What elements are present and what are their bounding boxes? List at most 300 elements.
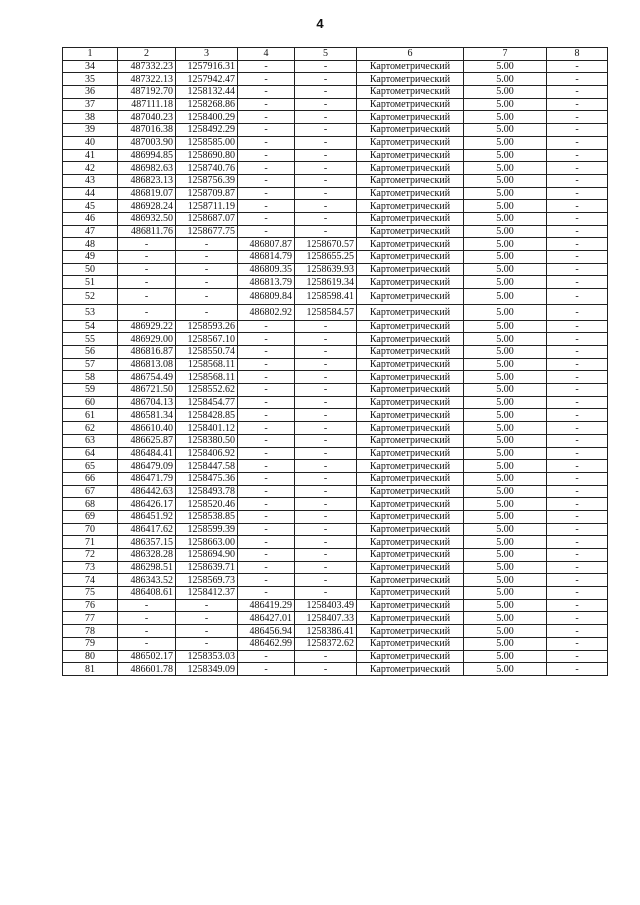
y-coordinate-cell: 1258709.87 xyxy=(176,187,238,200)
table-row xyxy=(63,162,608,175)
note-cell: - xyxy=(547,650,608,663)
y-coordinate-cell: 1258639.71 xyxy=(176,561,238,574)
y-coordinate-cell: 1258412.37 xyxy=(176,587,238,600)
table-row xyxy=(63,409,608,422)
accuracy-cell: 5.00 xyxy=(464,200,547,213)
y-coordinate-cell: 1258349.09 xyxy=(176,663,238,676)
new-y-coordinate-cell: - xyxy=(295,384,357,397)
table-row xyxy=(63,587,608,600)
new-x-coordinate-cell: - xyxy=(238,174,295,187)
accuracy-cell: 5.00 xyxy=(464,650,547,663)
table-row xyxy=(63,447,608,460)
accuracy-cell: 5.00 xyxy=(464,111,547,124)
point-number-cell: 75 xyxy=(63,587,118,600)
new-x-coordinate-cell: - xyxy=(238,498,295,511)
note-cell: - xyxy=(547,98,608,111)
new-y-coordinate-cell: 1258386.41 xyxy=(295,625,357,638)
table-row xyxy=(63,304,608,320)
method-cell: Картометрический xyxy=(357,625,464,638)
table-row xyxy=(63,523,608,536)
y-coordinate-cell: 1258550.74 xyxy=(176,346,238,359)
y-coordinate-cell: 1258756.39 xyxy=(176,174,238,187)
new-x-coordinate-cell: - xyxy=(238,136,295,149)
accuracy-cell: 5.00 xyxy=(464,574,547,587)
point-number-cell: 60 xyxy=(63,396,118,409)
method-cell: Картометрический xyxy=(357,333,464,346)
table-row xyxy=(63,549,608,562)
new-x-coordinate-cell: 486809.84 xyxy=(238,289,295,305)
x-coordinate-cell: 486982.63 xyxy=(118,162,176,175)
method-cell: Картометрический xyxy=(357,238,464,251)
note-cell: - xyxy=(547,574,608,587)
method-cell: Картометрический xyxy=(357,396,464,409)
table-row xyxy=(63,472,608,485)
new-y-coordinate-cell: - xyxy=(295,111,357,124)
note-cell: - xyxy=(547,304,608,320)
accuracy-cell: 5.00 xyxy=(464,384,547,397)
point-number-cell: 72 xyxy=(63,549,118,562)
point-number-cell: 61 xyxy=(63,409,118,422)
method-cell: Картометрический xyxy=(357,574,464,587)
new-x-coordinate-cell: - xyxy=(238,536,295,549)
note-cell: - xyxy=(547,523,608,536)
x-coordinate-cell: 486721.50 xyxy=(118,384,176,397)
point-number-cell: 51 xyxy=(63,276,118,289)
x-coordinate-cell: 487003.90 xyxy=(118,136,176,149)
y-coordinate-cell: 1258567.10 xyxy=(176,333,238,346)
note-cell: - xyxy=(547,251,608,264)
new-y-coordinate-cell: - xyxy=(295,136,357,149)
new-y-coordinate-cell: - xyxy=(295,536,357,549)
new-y-coordinate-cell: 1258619.34 xyxy=(295,276,357,289)
new-x-coordinate-cell: - xyxy=(238,472,295,485)
note-cell: - xyxy=(547,263,608,276)
method-cell: Картометрический xyxy=(357,136,464,149)
table-row xyxy=(63,536,608,549)
point-number-cell: 66 xyxy=(63,472,118,485)
accuracy-cell: 5.00 xyxy=(464,124,547,137)
accuracy-cell: 5.00 xyxy=(464,561,547,574)
x-coordinate-cell: 486704.13 xyxy=(118,396,176,409)
note-cell: - xyxy=(547,333,608,346)
x-coordinate-cell: 486417.62 xyxy=(118,523,176,536)
y-coordinate-cell: 1258677.75 xyxy=(176,225,238,238)
new-x-coordinate-cell: - xyxy=(238,320,295,333)
new-y-coordinate-cell: 1258670.57 xyxy=(295,238,357,251)
note-cell: - xyxy=(547,212,608,225)
x-coordinate-cell: - xyxy=(118,599,176,612)
accuracy-cell: 5.00 xyxy=(464,174,547,187)
x-coordinate-cell: 486357.15 xyxy=(118,536,176,549)
point-number-cell: 53 xyxy=(63,304,118,320)
accuracy-cell: 5.00 xyxy=(464,98,547,111)
accuracy-cell: 5.00 xyxy=(464,396,547,409)
method-cell: Картометрический xyxy=(357,263,464,276)
point-number-cell: 49 xyxy=(63,251,118,264)
point-number-cell: 55 xyxy=(63,333,118,346)
new-y-coordinate-cell: - xyxy=(295,422,357,435)
point-number-cell: 45 xyxy=(63,200,118,213)
point-number-cell: 70 xyxy=(63,523,118,536)
note-cell: - xyxy=(547,225,608,238)
accuracy-cell: 5.00 xyxy=(464,599,547,612)
point-number-cell: 74 xyxy=(63,574,118,587)
method-cell: Картометрический xyxy=(357,409,464,422)
note-cell: - xyxy=(547,396,608,409)
column-header-1: 1 xyxy=(63,48,118,61)
table-row xyxy=(63,650,608,663)
accuracy-cell: 5.00 xyxy=(464,409,547,422)
note-cell: - xyxy=(547,149,608,162)
column-header-8: 8 xyxy=(547,48,608,61)
x-coordinate-cell: 486929.00 xyxy=(118,333,176,346)
new-x-coordinate-cell: - xyxy=(238,333,295,346)
accuracy-cell: 5.00 xyxy=(464,187,547,200)
note-cell: - xyxy=(547,472,608,485)
x-coordinate-cell: 487111.18 xyxy=(118,98,176,111)
new-x-coordinate-cell: - xyxy=(238,111,295,124)
method-cell: Картометрический xyxy=(357,304,464,320)
accuracy-cell: 5.00 xyxy=(464,612,547,625)
new-x-coordinate-cell: 486807.87 xyxy=(238,238,295,251)
table-row xyxy=(63,460,608,473)
new-y-coordinate-cell: - xyxy=(295,561,357,574)
point-number-cell: 79 xyxy=(63,637,118,650)
point-number-cell: 41 xyxy=(63,149,118,162)
new-x-coordinate-cell: 486427.01 xyxy=(238,612,295,625)
x-coordinate-cell: - xyxy=(118,637,176,650)
new-y-coordinate-cell: 1258407.33 xyxy=(295,612,357,625)
x-coordinate-cell: 486823.13 xyxy=(118,174,176,187)
point-number-cell: 52 xyxy=(63,289,118,305)
accuracy-cell: 5.00 xyxy=(464,422,547,435)
column-header-2: 2 xyxy=(118,48,176,61)
x-coordinate-cell: - xyxy=(118,625,176,638)
coordinates-table xyxy=(62,47,608,676)
note-cell: - xyxy=(547,162,608,175)
new-x-coordinate-cell: - xyxy=(238,98,295,111)
table-row xyxy=(63,73,608,86)
column-header-6: 6 xyxy=(357,48,464,61)
accuracy-cell: 5.00 xyxy=(464,304,547,320)
x-coordinate-cell: 486343.52 xyxy=(118,574,176,587)
method-cell: Картометрический xyxy=(357,510,464,523)
accuracy-cell: 5.00 xyxy=(464,149,547,162)
new-y-coordinate-cell: - xyxy=(295,663,357,676)
note-cell: - xyxy=(547,60,608,73)
method-cell: Картометрический xyxy=(357,561,464,574)
new-y-coordinate-cell: - xyxy=(295,510,357,523)
accuracy-cell: 5.00 xyxy=(464,86,547,99)
point-number-cell: 50 xyxy=(63,263,118,276)
note-cell: - xyxy=(547,358,608,371)
accuracy-cell: 5.00 xyxy=(464,371,547,384)
y-coordinate-cell: 1258493.78 xyxy=(176,485,238,498)
y-coordinate-cell: 1258454.77 xyxy=(176,396,238,409)
note-cell: - xyxy=(547,612,608,625)
y-coordinate-cell: - xyxy=(176,263,238,276)
method-cell: Картометрический xyxy=(357,422,464,435)
column-header-5: 5 xyxy=(295,48,357,61)
y-coordinate-cell: 1258593.26 xyxy=(176,320,238,333)
method-cell: Картометрический xyxy=(357,523,464,536)
new-x-coordinate-cell: - xyxy=(238,396,295,409)
note-cell: - xyxy=(547,485,608,498)
y-coordinate-cell: 1257942.47 xyxy=(176,73,238,86)
new-x-coordinate-cell: 486809.35 xyxy=(238,263,295,276)
accuracy-cell: 5.00 xyxy=(464,625,547,638)
point-number-cell: 40 xyxy=(63,136,118,149)
accuracy-cell: 5.00 xyxy=(464,73,547,86)
table-row xyxy=(63,98,608,111)
x-coordinate-cell: 486298.51 xyxy=(118,561,176,574)
new-y-coordinate-cell: 1258598.41 xyxy=(295,289,357,305)
note-cell: - xyxy=(547,124,608,137)
table-row xyxy=(63,124,608,137)
table-row xyxy=(63,212,608,225)
x-coordinate-cell: 486479.09 xyxy=(118,460,176,473)
x-coordinate-cell: - xyxy=(118,612,176,625)
accuracy-cell: 5.00 xyxy=(464,263,547,276)
table-row xyxy=(63,263,608,276)
new-y-coordinate-cell: - xyxy=(295,86,357,99)
new-y-coordinate-cell: - xyxy=(295,587,357,600)
x-coordinate-cell: 486471.79 xyxy=(118,472,176,485)
y-coordinate-cell: 1258711.19 xyxy=(176,200,238,213)
new-x-coordinate-cell: - xyxy=(238,200,295,213)
new-y-coordinate-cell: - xyxy=(295,320,357,333)
new-x-coordinate-cell: - xyxy=(238,650,295,663)
y-coordinate-cell: 1258353.03 xyxy=(176,650,238,663)
new-y-coordinate-cell: - xyxy=(295,409,357,422)
table-row xyxy=(63,396,608,409)
table-row xyxy=(63,371,608,384)
new-y-coordinate-cell: - xyxy=(295,149,357,162)
method-cell: Картометрический xyxy=(357,460,464,473)
new-y-coordinate-cell: - xyxy=(295,60,357,73)
point-number-cell: 42 xyxy=(63,162,118,175)
table-row xyxy=(63,599,608,612)
point-number-cell: 68 xyxy=(63,498,118,511)
x-coordinate-cell: - xyxy=(118,251,176,264)
accuracy-cell: 5.00 xyxy=(464,346,547,359)
x-coordinate-cell: 487332.23 xyxy=(118,60,176,73)
new-x-coordinate-cell: - xyxy=(238,574,295,587)
table-row xyxy=(63,663,608,676)
point-number-cell: 73 xyxy=(63,561,118,574)
method-cell: Картометрический xyxy=(357,276,464,289)
new-x-coordinate-cell: - xyxy=(238,60,295,73)
accuracy-cell: 5.00 xyxy=(464,447,547,460)
y-coordinate-cell: 1258687.07 xyxy=(176,212,238,225)
new-x-coordinate-cell: - xyxy=(238,460,295,473)
point-number-cell: 62 xyxy=(63,422,118,435)
accuracy-cell: 5.00 xyxy=(464,510,547,523)
new-y-coordinate-cell: - xyxy=(295,485,357,498)
y-coordinate-cell: 1258132.44 xyxy=(176,86,238,99)
new-y-coordinate-cell: - xyxy=(295,212,357,225)
method-cell: Картометрический xyxy=(357,200,464,213)
y-coordinate-cell: 1258740.76 xyxy=(176,162,238,175)
table-row xyxy=(63,225,608,238)
y-coordinate-cell: 1258568.11 xyxy=(176,371,238,384)
y-coordinate-cell: 1258690.80 xyxy=(176,149,238,162)
accuracy-cell: 5.00 xyxy=(464,225,547,238)
table-row xyxy=(63,384,608,397)
new-x-coordinate-cell: - xyxy=(238,409,295,422)
note-cell: - xyxy=(547,587,608,600)
x-coordinate-cell: 486426.17 xyxy=(118,498,176,511)
accuracy-cell: 5.00 xyxy=(464,320,547,333)
method-cell: Картометрический xyxy=(357,346,464,359)
note-cell: - xyxy=(547,625,608,638)
new-x-coordinate-cell: 486419.29 xyxy=(238,599,295,612)
accuracy-cell: 5.00 xyxy=(464,60,547,73)
y-coordinate-cell: 1258447.58 xyxy=(176,460,238,473)
y-coordinate-cell: - xyxy=(176,599,238,612)
table-row xyxy=(63,149,608,162)
method-cell: Картометрический xyxy=(357,111,464,124)
x-coordinate-cell: 486610.40 xyxy=(118,422,176,435)
y-coordinate-cell: 1258268.86 xyxy=(176,98,238,111)
column-header-3: 3 xyxy=(176,48,238,61)
y-coordinate-cell: - xyxy=(176,612,238,625)
table-row xyxy=(63,60,608,73)
new-x-coordinate-cell: - xyxy=(238,587,295,600)
new-x-coordinate-cell: - xyxy=(238,434,295,447)
point-number-cell: 80 xyxy=(63,650,118,663)
method-cell: Картометрический xyxy=(357,86,464,99)
point-number-cell: 46 xyxy=(63,212,118,225)
point-number-cell: 34 xyxy=(63,60,118,73)
note-cell: - xyxy=(547,460,608,473)
point-number-cell: 54 xyxy=(63,320,118,333)
y-coordinate-cell: 1258599.39 xyxy=(176,523,238,536)
method-cell: Картометрический xyxy=(357,320,464,333)
x-coordinate-cell: 486819.07 xyxy=(118,187,176,200)
new-y-coordinate-cell: 1258639.93 xyxy=(295,263,357,276)
point-number-cell: 77 xyxy=(63,612,118,625)
new-x-coordinate-cell: 486456.94 xyxy=(238,625,295,638)
method-cell: Картометрический xyxy=(357,536,464,549)
new-x-coordinate-cell: - xyxy=(238,212,295,225)
table-row xyxy=(63,289,608,305)
point-number-cell: 58 xyxy=(63,371,118,384)
new-x-coordinate-cell: 486802.92 xyxy=(238,304,295,320)
note-cell: - xyxy=(547,346,608,359)
point-number-cell: 39 xyxy=(63,124,118,137)
new-y-coordinate-cell: - xyxy=(295,346,357,359)
x-coordinate-cell: 486581.34 xyxy=(118,409,176,422)
x-coordinate-cell: - xyxy=(118,289,176,305)
new-y-coordinate-cell: - xyxy=(295,358,357,371)
table-row xyxy=(63,187,608,200)
table-row xyxy=(63,625,608,638)
note-cell: - xyxy=(547,561,608,574)
table-row xyxy=(63,637,608,650)
new-x-coordinate-cell: - xyxy=(238,225,295,238)
table-row xyxy=(63,485,608,498)
y-coordinate-cell: 1258428.85 xyxy=(176,409,238,422)
method-cell: Картометрический xyxy=(357,447,464,460)
note-cell: - xyxy=(547,599,608,612)
note-cell: - xyxy=(547,174,608,187)
y-coordinate-cell: - xyxy=(176,289,238,305)
point-number-cell: 64 xyxy=(63,447,118,460)
new-x-coordinate-cell: 486813.79 xyxy=(238,276,295,289)
new-y-coordinate-cell: - xyxy=(295,472,357,485)
x-coordinate-cell: - xyxy=(118,238,176,251)
new-y-coordinate-cell: - xyxy=(295,124,357,137)
y-coordinate-cell: 1258569.73 xyxy=(176,574,238,587)
method-cell: Картометрический xyxy=(357,384,464,397)
y-coordinate-cell: 1258475.36 xyxy=(176,472,238,485)
method-cell: Картометрический xyxy=(357,371,464,384)
table-row xyxy=(63,251,608,264)
table-row xyxy=(63,346,608,359)
y-coordinate-cell: 1258663.00 xyxy=(176,536,238,549)
method-cell: Картометрический xyxy=(357,358,464,371)
x-coordinate-cell: 486484.41 xyxy=(118,447,176,460)
point-number-cell: 44 xyxy=(63,187,118,200)
new-y-coordinate-cell: 1258372.62 xyxy=(295,637,357,650)
y-coordinate-cell: 1258585.00 xyxy=(176,136,238,149)
accuracy-cell: 5.00 xyxy=(464,536,547,549)
note-cell: - xyxy=(547,663,608,676)
new-x-coordinate-cell: 486814.79 xyxy=(238,251,295,264)
new-y-coordinate-cell: - xyxy=(295,73,357,86)
accuracy-cell: 5.00 xyxy=(464,485,547,498)
x-coordinate-cell: 486442.63 xyxy=(118,485,176,498)
note-cell: - xyxy=(547,447,608,460)
y-coordinate-cell: 1258538.85 xyxy=(176,510,238,523)
x-coordinate-cell: 487192.70 xyxy=(118,86,176,99)
y-coordinate-cell: 1258380.50 xyxy=(176,434,238,447)
new-y-coordinate-cell: - xyxy=(295,187,357,200)
method-cell: Картометрический xyxy=(357,124,464,137)
method-cell: Картометрический xyxy=(357,225,464,238)
method-cell: Картометрический xyxy=(357,162,464,175)
table-row xyxy=(63,561,608,574)
point-number-cell: 81 xyxy=(63,663,118,676)
x-coordinate-cell: - xyxy=(118,276,176,289)
page-number: 4 xyxy=(316,16,324,31)
point-number-cell: 38 xyxy=(63,111,118,124)
point-number-cell: 43 xyxy=(63,174,118,187)
x-coordinate-cell: 486816.87 xyxy=(118,346,176,359)
new-x-coordinate-cell: - xyxy=(238,510,295,523)
x-coordinate-cell: 486928.24 xyxy=(118,200,176,213)
note-cell: - xyxy=(547,289,608,305)
y-coordinate-cell: - xyxy=(176,637,238,650)
point-number-cell: 71 xyxy=(63,536,118,549)
point-number-cell: 76 xyxy=(63,599,118,612)
note-cell: - xyxy=(547,320,608,333)
table-row xyxy=(63,574,608,587)
new-x-coordinate-cell: - xyxy=(238,523,295,536)
point-number-cell: 56 xyxy=(63,346,118,359)
x-coordinate-cell: 486328.28 xyxy=(118,549,176,562)
x-coordinate-cell: 486502.17 xyxy=(118,650,176,663)
new-x-coordinate-cell: - xyxy=(238,86,295,99)
note-cell: - xyxy=(547,238,608,251)
method-cell: Картометрический xyxy=(357,650,464,663)
accuracy-cell: 5.00 xyxy=(464,358,547,371)
table-row xyxy=(63,510,608,523)
y-coordinate-cell: 1258520.46 xyxy=(176,498,238,511)
new-x-coordinate-cell: - xyxy=(238,358,295,371)
note-cell: - xyxy=(547,510,608,523)
